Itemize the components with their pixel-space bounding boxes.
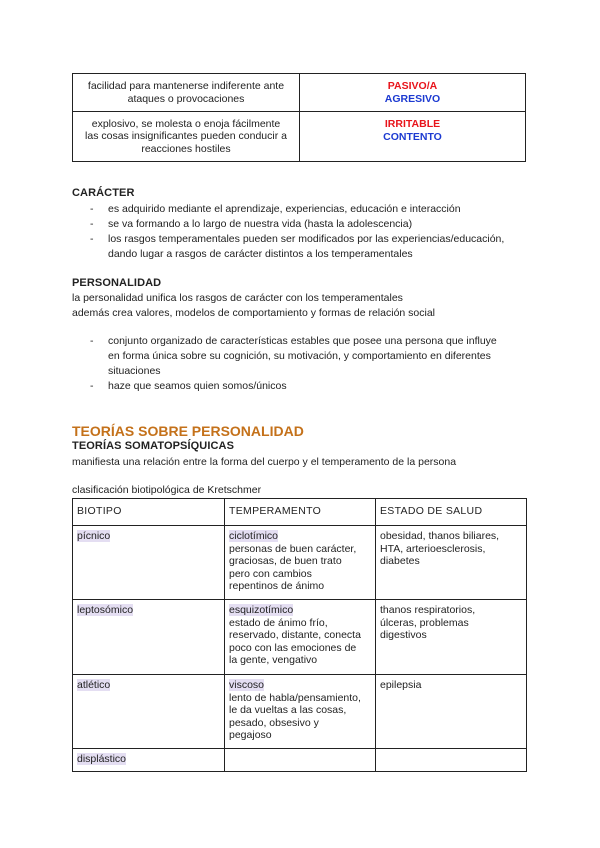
section-title: TEORÍAS SOBRE PERSONALIDAD	[72, 423, 304, 439]
subheading: TEORÍAS SOMATOPSÍQUICAS	[72, 440, 235, 452]
salud-cell: epilepsia	[376, 675, 527, 749]
temperamento-cell: viscoso lento de habla/pensamiento, le da vueltas a las cosas, pesado, obsesivo y pegajoso	[225, 675, 376, 749]
biotipo-cell: leptosómico	[73, 600, 225, 675]
column-header: ESTADO DE SALUD	[376, 499, 527, 526]
list-item: - se va formando a lo largo de nuestra vida (hasta la adolescencia)	[72, 217, 542, 232]
list-item: - los rasgos temperamentales pueden ser modificados por las experiencias/educación,	[72, 232, 542, 247]
list-item: - haze que seamos quien somos/únicos	[72, 379, 542, 394]
temperamento-cell: ciclotímico personas de buen carácter, graciosas, de buen trato pero con cambios repentinos de ánimo	[225, 526, 376, 600]
table-row	[73, 600, 527, 675]
temperamento-cell: esquizotímico estado de ánimo frío, reservado, distante, conecta poco con las emociones de la gente, vengativo	[225, 600, 376, 675]
description-cell: facilidad para mantenerse indiferente ante ataques o provocaciones	[73, 74, 300, 112]
temperamento-cell	[225, 749, 376, 772]
temperament-table	[72, 73, 526, 162]
salud-cell	[376, 749, 527, 772]
table-row	[73, 675, 527, 749]
salud-cell: obesidad, thanos biliares, HTA, arterioesclerosis, diabetes	[376, 526, 527, 600]
type-cell	[300, 74, 526, 112]
personalidad-list	[72, 334, 542, 394]
kretschmer-table	[72, 498, 527, 772]
caracter-heading: CARÁCTER	[72, 187, 135, 199]
personalidad-heading: PERSONALIDAD	[72, 277, 162, 289]
table-row	[73, 74, 526, 112]
list-item-continuation: situaciones	[108, 365, 161, 377]
column-header: TEMPERAMENTO	[225, 499, 376, 526]
type-label: CONTENTO	[383, 130, 442, 143]
biotipo-cell: pícnico	[73, 526, 225, 600]
paragraph-line: manifiesta una relación entre la forma del cuerpo y el temperamento de la persona	[72, 456, 457, 468]
list-item: - es adquirido mediante el aprendizaje, experiencias, educación e interacción	[72, 202, 542, 217]
salud-cell: thanos respiratorios, úlceras, problemas digestivos	[376, 600, 527, 675]
biotipo-cell: displástico	[73, 749, 225, 772]
type-cell	[300, 112, 526, 162]
list-item-continuation: en forma única sobre su cognición, su motivación, y comportamiento en diferentes	[108, 350, 491, 362]
paragraph-line: la personalidad unifica los rasgos de carácter con los temperamentales	[72, 292, 403, 304]
list-item-continuation: dando lugar a rasgos de carácter distintos a los temperamentales	[108, 248, 413, 260]
table-row	[73, 526, 527, 600]
type-label: AGRESIVO	[384, 92, 441, 105]
table-caption: clasificación biotipológica de Kretschmer	[72, 484, 262, 496]
list-item: - conjunto organizado de características estables que posee una persona que influye	[72, 334, 542, 349]
table-row	[73, 112, 526, 162]
column-header: BIOTIPO	[73, 499, 225, 526]
description-cell: explosivo, se molesta o enoja fácilmente las cosas insignificantes pueden conducir a reacciones hostiles	[73, 112, 300, 162]
biotipo-cell: atlético	[73, 675, 225, 749]
caracter-list	[72, 202, 542, 262]
paragraph-line: además crea valores, modelos de comportamiento y formas de relación social	[72, 307, 436, 319]
table-header-row	[73, 499, 527, 526]
table-row	[73, 749, 527, 772]
type-label: PASIVO/A	[387, 80, 438, 92]
type-label: IRRITABLE	[384, 118, 441, 130]
